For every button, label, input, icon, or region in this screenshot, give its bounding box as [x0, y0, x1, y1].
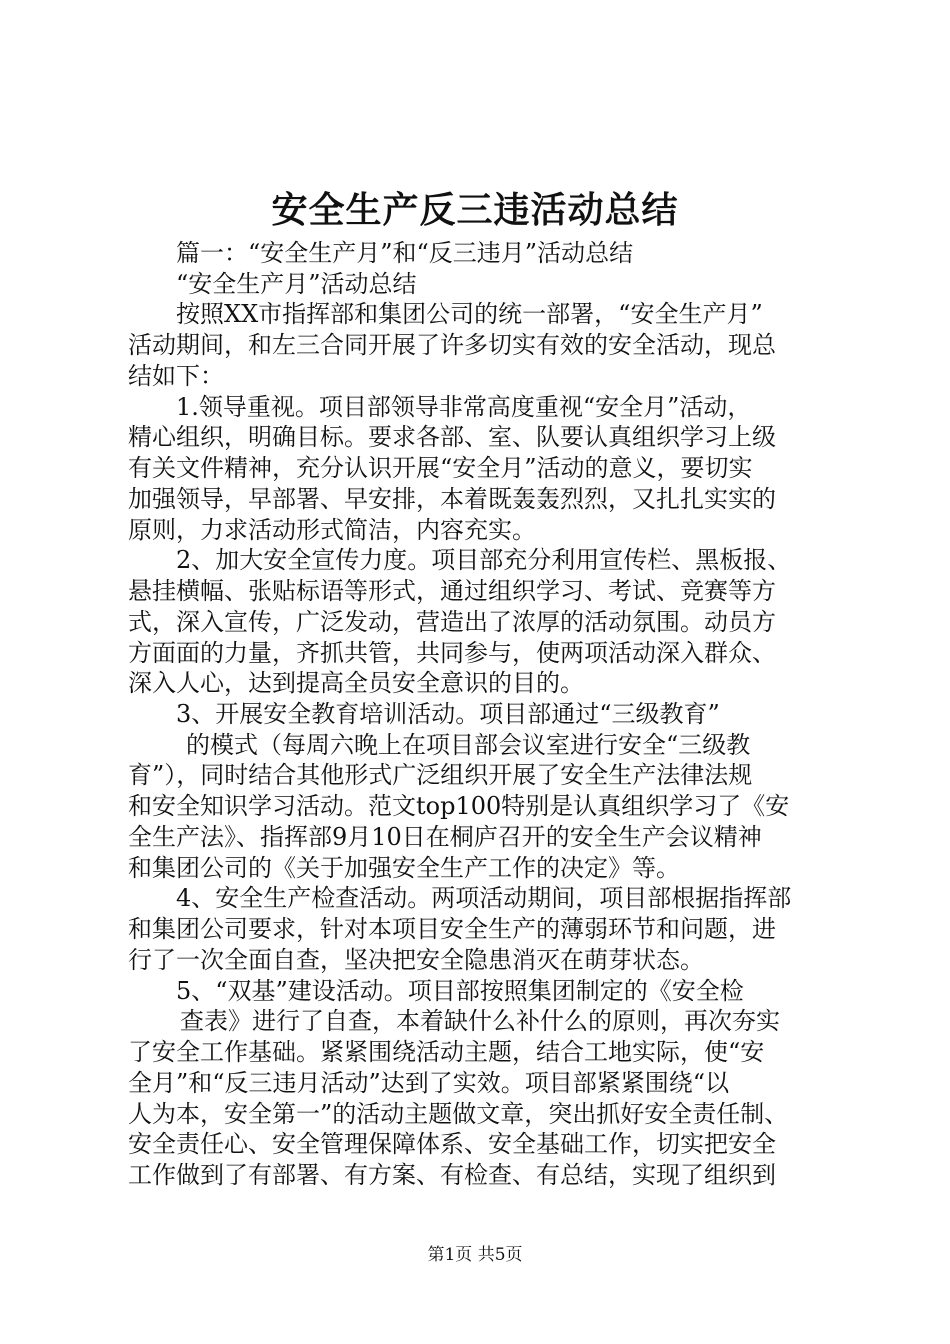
paragraph-line: 3、开展安全教育培训活动。项目部通过“三级教育”	[176, 700, 720, 728]
paragraph-line: 和安全知识学习活动。范文top100特别是认真组织学习了《安	[128, 792, 790, 820]
paragraph-line: 原则，力求活动形式简洁，内容充实。	[128, 516, 536, 544]
paragraph-line: 人为本，安全第一”的活动主题做文章，突出抓好安全责任制、	[128, 1100, 789, 1128]
paragraph-line: 5、“双基”建设活动。项目部按照集团制定的《安全检	[176, 977, 744, 1005]
paragraph-line: 4、安全生产检查活动。两项活动期间，项目部根据指挥部	[176, 884, 792, 912]
paragraph-line: 悬挂横幅、张贴标语等形式，通过组织学习、考试、竞赛等方	[128, 577, 776, 605]
paragraph-line: 的模式（每周六晚上在项目部会议室进行安全“三级教	[186, 731, 751, 759]
document-title: 安全生产反三违活动总结	[271, 189, 679, 231]
paragraph-line: 结如下：	[128, 362, 224, 390]
paragraph-line: 行了一次全面自查，坚决把安全隐患消灭在萌芽状态。	[128, 946, 704, 974]
paragraph-line: 1.领导重视。项目部领导非常高度重视“安全月”活动，	[176, 393, 752, 421]
paragraph-line: 育”），同时结合其他形式广泛组织开展了安全生产法律法规	[128, 761, 753, 789]
paragraph-line: 活动期间，和左三合同开展了许多切实有效的安全活动，现总	[128, 331, 776, 359]
paragraph-line: 方面面的力量，齐抓共管，共同参与，使两项活动深入群众、	[128, 639, 776, 667]
paragraph-line: 按照XX市指挥部和集团公司的统一部署，“安全生产月”	[176, 300, 763, 328]
paragraph-line: 全生产法》、指挥部9月10日在桐庐召开的安全生产会议精神	[128, 823, 762, 851]
paragraph-line: 工作做到了有部署、有方案、有检查、有总结，实现了组织到	[128, 1161, 776, 1189]
paragraph-line: 了安全工作基础。紧紧围绕活动主题，结合工地实际，使“安	[128, 1038, 765, 1066]
section-heading: 篇一：“安全生产月”和“反三违月”活动总结	[176, 239, 634, 267]
paragraph-line: 有关文件精神，充分认识开展“安全月”活动的意义，要切实	[128, 454, 753, 482]
paragraph-line: 查表》进行了自查，本着缺什么补什么的原则，再次夯实	[180, 1007, 780, 1035]
paragraph-line: 精心组织，明确目标。要求各部、室、队要认真组织学习上级	[128, 423, 776, 451]
paragraph-line: 安全责任心、安全管理保障体系、安全基础工作，切实把安全	[128, 1130, 776, 1158]
paragraph-line: 全月”和“反三违月活动”达到了实效。项目部紧紧围绕“以	[128, 1069, 730, 1097]
subsection-heading: “安全生产月”活动总结	[176, 270, 417, 298]
paragraph-line: 深入人心，达到提高全员安全意识的目的。	[128, 669, 584, 697]
paragraph-line: 2、加大安全宣传力度。项目部充分利用宣传栏、黑板报、	[176, 546, 792, 574]
page-number: 第1页 共5页	[427, 1245, 523, 1265]
paragraph-line: 和集团公司的《关于加强安全生产工作的决定》等。	[128, 854, 680, 882]
paragraph-line: 和集团公司要求，针对本项目安全生产的薄弱环节和问题，进	[128, 915, 776, 943]
paragraph-line: 式，深入宣传，广泛发动，营造出了浓厚的活动氛围。动员方	[128, 608, 776, 636]
paragraph-line: 加强领导，早部署、早安排，本着既轰轰烈烈，又扎扎实实的	[128, 485, 776, 513]
